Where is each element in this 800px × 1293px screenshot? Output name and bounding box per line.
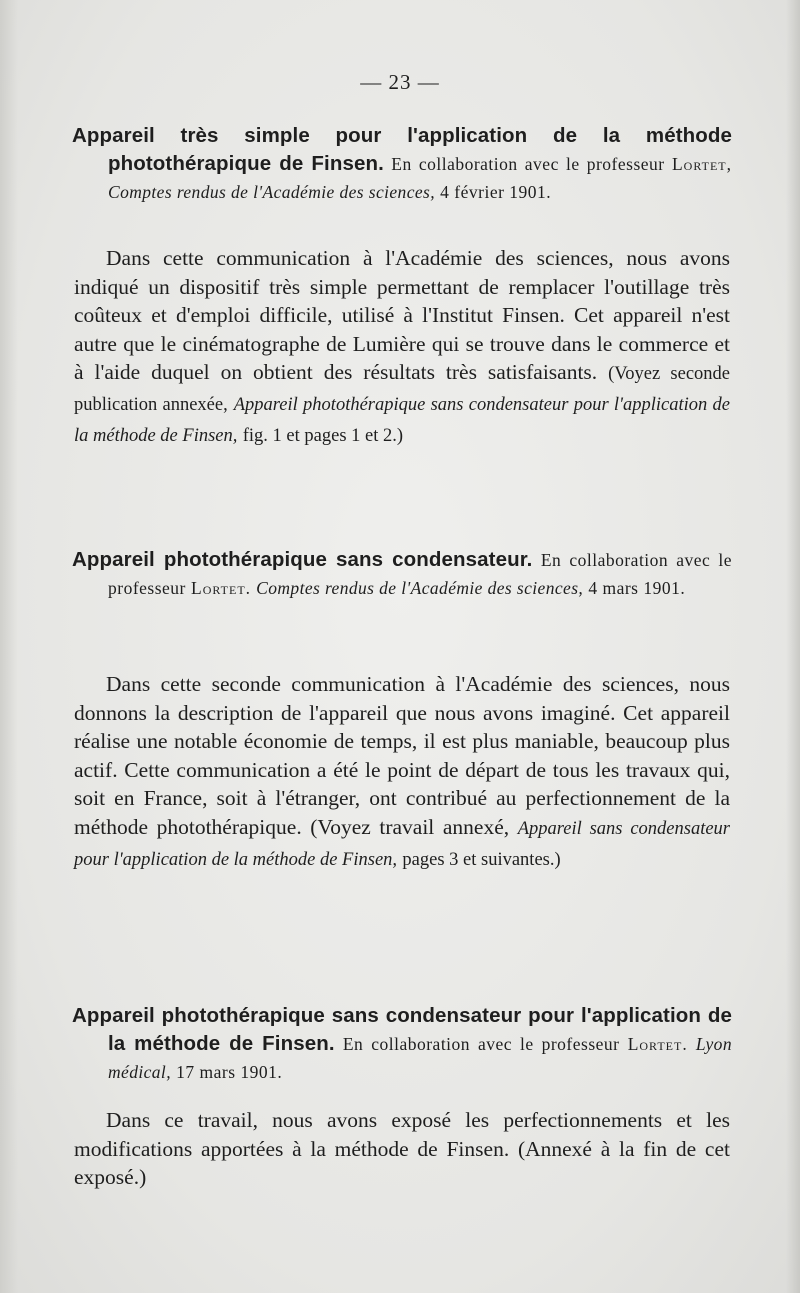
entry-1-title: Appareil très simple pour l'application de la méthode photothérapique de Finsen. <box>72 124 732 175</box>
entry-2-author: Lortet. <box>191 578 252 598</box>
entry-3-body-text: Dans ce travail, nous avons exposé les perfectionnements et les modifications apportées à la méthode de Finsen. (Annexé à la fin de cet exposé.) <box>74 1108 730 1190</box>
entry-3-date: 17 mars 1901. <box>176 1062 283 1082</box>
entry-2-body-ref-title: Appareil sans condensateur pour l'application de la méthode de Finsen, <box>74 818 730 870</box>
entry-1-body-text: Dans cette communication à l'Académie des sciences, nous avons indiqué un dispositif très simple permettant de remplacer l'outillage très coûteux et d'emploi difficile, utilisé à l'Institut Finsen. Cet appareil n'est autre que le cinématographe de Lumière qui se trouve dans le commerce et à l'aide duquel on obtient des résultats très satisfaisants. <box>74 246 730 385</box>
entry-1-date: 4 février 1901. <box>440 182 552 202</box>
entry-3-collaboration: En collaboration avec le professeur <box>342 1034 620 1054</box>
entry-3-source: Lyon médical, <box>108 1034 732 1082</box>
entry-1-collaboration: En collaboration avec le professeur <box>391 154 665 174</box>
entry-3-body <box>74 1106 730 1192</box>
entry-2-body <box>74 670 730 874</box>
entry-3-title: Appareil photothérapique sans condensateur pour l'application de la méthode de Finsen. <box>72 1004 732 1055</box>
entry-1-body-ref-title: Appareil photothérapique sans condensateur pour l'application de la méthode de Finsen, <box>74 394 730 446</box>
entry-1-heading-block <box>72 122 732 206</box>
page-edge-shadow-right <box>786 0 800 1293</box>
entry-1-body <box>74 244 730 450</box>
entry-3-heading <box>72 1002 732 1086</box>
entry-2-heading-block <box>72 546 732 602</box>
entry-1-body-ref-close: fig. 1 et pages 1 et 2.) <box>242 425 404 446</box>
entry-2-date: 4 mars 1901. <box>588 578 686 598</box>
entry-2-title: Appareil photothérapique sans condensateur. <box>72 548 533 571</box>
entry-2-collaboration: En collaboration avec le professeur <box>108 550 733 598</box>
entry-2-heading <box>72 546 732 602</box>
entry-1-body-ref-open: (Voyez seconde publication annexée, <box>74 364 730 415</box>
entry-2-source: Comptes rendus de l'Académie des sciences, <box>256 578 584 598</box>
entry-2-body-ref-close: pages 3 et suivantes.) <box>402 849 561 870</box>
entry-1-source: Comptes rendus de l'Académie des sciences, <box>108 182 436 202</box>
entry-1-author: Lortet, <box>671 154 732 174</box>
page-number: — 23 — <box>360 70 440 94</box>
page-edge-shadow-left <box>0 0 18 1293</box>
entry-1-heading <box>72 122 732 206</box>
entry-2-body-text: Dans cette seconde communication à l'Académie des sciences, nous donnons la description de l'appareil que nous avons imaginé. Cet appareil réalise une notable économie de temps, il est plus maniable, beaucoup plus actif. Cette communication a été le point de départ de tous les travaux qui, soit en France, soit à l'étranger, ont contribué au perfectionnement de la méthode photothérapique. (Voyez travail annexé, <box>74 672 730 839</box>
entry-3-author: Lortet. <box>627 1034 688 1054</box>
entry-3-heading-block <box>72 1002 732 1086</box>
